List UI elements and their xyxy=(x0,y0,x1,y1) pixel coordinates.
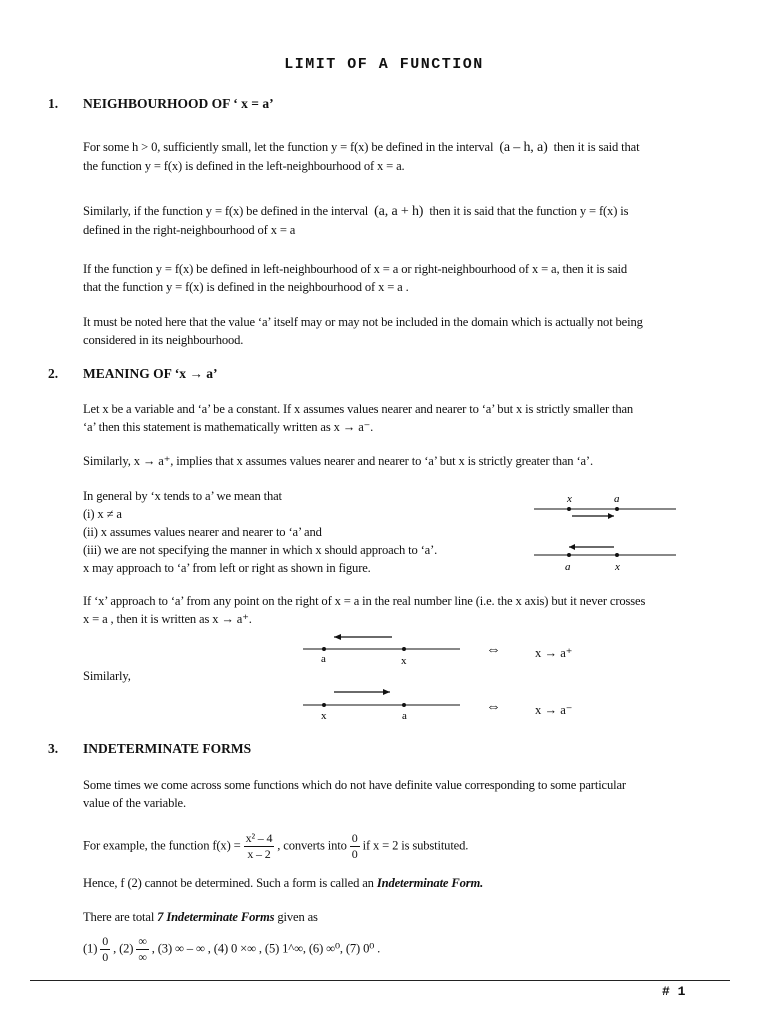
fig1-arrowhead xyxy=(608,513,614,519)
s1-p2-text-a: Similarly, if the function y = f(x) be defined in the interval xyxy=(83,204,369,218)
section-3-number: 3. xyxy=(48,741,59,756)
s1-paragraph-3 xyxy=(83,260,723,296)
s1-p4-line-1: It must be noted here that the value ‘a’ itself may or may not be included in the domain which is actually not being xyxy=(83,315,643,329)
s3-zero-numerator: 0 xyxy=(351,831,358,845)
section-1-number: 1. xyxy=(48,96,59,111)
s3-hence-text: Hence, f (2) cannot be determined. Such a form is called an xyxy=(83,876,374,890)
s2-similarly: Similarly, xyxy=(83,669,131,683)
s3-zero-fraction xyxy=(350,831,360,862)
section-2-number: 2. xyxy=(48,366,59,381)
s3-form-1-denominator: 0 xyxy=(102,950,109,964)
number-line-figure-3 xyxy=(300,628,465,668)
s3-example-text-a: For example, the function f(x) = xyxy=(83,838,241,853)
s2-general-list xyxy=(83,487,513,577)
result-x-to-a-plus: x → a⁺ xyxy=(535,646,573,660)
s3-paragraph-1 xyxy=(83,776,723,812)
footer-divider xyxy=(30,980,730,981)
s1-p1-text-c: the function y = f(x) is defined in the left-neighbourhood of x = a. xyxy=(83,159,405,173)
s1-p3-line-2: that the function y = f(x) is defined in the neighbourhood of x = a . xyxy=(83,280,409,294)
result-x-to-a-minus: x → a⁻ xyxy=(535,703,573,717)
number-line-figure-left xyxy=(530,490,680,520)
s3-example-text-b: , converts into xyxy=(277,838,347,853)
fig4-arrowhead xyxy=(383,689,390,695)
s1-p1-interval: (a – h, a) xyxy=(499,140,548,155)
fig1-x-point xyxy=(567,507,571,511)
s3-form-1-numerator: 0 xyxy=(102,934,109,948)
s1-paragraph-2 xyxy=(83,202,723,239)
fig1-a-label: a xyxy=(614,493,620,505)
fig2-a-label: a xyxy=(565,561,571,573)
page-number: # 1 xyxy=(662,984,686,999)
s3-example-numerator: x² – 4 xyxy=(245,831,273,845)
s3-total-emphasis: 7 Indeterminate Forms xyxy=(157,910,275,924)
fig4-x-label: x xyxy=(321,710,327,722)
s3-total-text: There are total xyxy=(83,910,155,924)
s2-paragraph-1 xyxy=(83,400,723,436)
s3-forms-list xyxy=(83,934,723,965)
fig3-arrowhead xyxy=(334,634,341,640)
number-line-figure-4 xyxy=(300,683,465,723)
s3-form-2-fraction xyxy=(136,934,148,965)
s3-total xyxy=(83,908,723,926)
fig2-x-point xyxy=(615,553,619,557)
s1-p2-interval: (a, a + h) xyxy=(374,204,424,219)
s2-p3-line-2: x = a , then it is written as x → a⁺. xyxy=(83,612,252,626)
number-line-figure-right xyxy=(530,540,680,574)
fig2-a-point xyxy=(567,553,571,557)
s2-p1-line-2: ‘a’ then this statement is mathematically written as x → a⁻. xyxy=(83,420,374,434)
section-3-heading: INDETERMINATE FORMS xyxy=(83,741,252,756)
page-title: LIMIT OF A FUNCTION xyxy=(284,56,484,73)
fig4-a-point xyxy=(402,703,406,707)
fig4-x-point xyxy=(322,703,326,707)
s1-p4-line-2: considered in its neighbourhood. xyxy=(83,333,244,347)
s3-example-fraction xyxy=(244,831,275,862)
s3-form-1-label: (1) xyxy=(83,941,98,956)
s3-forms-rest: , (3) ∞ – ∞ , (4) 0 ×∞ , (5) 1^∞, (6) ∞⁰, (7) 0⁰ . xyxy=(151,941,381,956)
s1-p1-text-a: For some h > 0, sufficiently small, let the function y = f(x) be defined in the interval xyxy=(83,140,494,154)
fig4-a-label: a xyxy=(402,710,407,722)
s3-total-tail: given as xyxy=(274,910,318,924)
s3-zero-denominator: 0 xyxy=(351,847,358,861)
s2-list-item-i: (i) x ≠ a xyxy=(83,507,122,521)
s3-form-2-numerator: ∞ xyxy=(138,934,147,948)
s2-list-item-ii: (ii) x assumes values nearer and nearer to ‘a’ and xyxy=(83,525,322,539)
s2-paragraph-2: Similarly, x → a⁺, implies that x assumes values nearer and nearer to ‘a’ but x is strictly greater than ‘a’. xyxy=(83,454,593,468)
s3-example-denominator: x – 2 xyxy=(247,847,271,861)
fig3-a-label: a xyxy=(321,653,326,665)
fig2-x-label: x xyxy=(615,561,620,573)
s3-example-text-c: if x = 2 is substituted. xyxy=(362,838,469,853)
s2-p3-line-1: If ‘x’ approach to ‘a’ from any point on the right of x = a in the real number line (i.e. the x axis) but it never crosses xyxy=(83,594,646,608)
fig1-a-point xyxy=(615,507,619,511)
s3-form-2-label: , (2) xyxy=(113,941,134,956)
s1-p3-line-1: If the function y = f(x) be defined in left-neighbourhood of x = a or right-neighbourhood of x = a, then it is said xyxy=(83,262,628,276)
s1-p1-text-b: then it is said that xyxy=(553,140,640,154)
iff-symbol-1: ⇔ xyxy=(486,642,501,658)
s3-hence-emphasis: Indeterminate Form. xyxy=(376,876,484,890)
s2-list-item-iii: (iii) we are not specifying the manner in which x should approach to ‘a’. xyxy=(83,543,438,557)
s2-paragraph-3 xyxy=(83,592,723,628)
s1-paragraph-4 xyxy=(83,313,723,349)
fig3-a-point xyxy=(322,647,326,651)
fig1-x-label: x xyxy=(567,493,572,505)
s3-p1-line-2: value of the variable. xyxy=(83,796,186,810)
s3-example xyxy=(83,831,723,862)
s1-p2-text-b: then it is said that the function y = f(x) is xyxy=(429,204,629,218)
fig3-x-label: x xyxy=(401,655,407,667)
s3-p1-line-1: Some times we come across some functions which do not have definite value corresponding to some particular xyxy=(83,778,626,792)
s2-list-note: x may approach to ‘a’ from left or right as shown in figure. xyxy=(83,561,371,575)
s1-p2-text-c: defined in the right-neighbourhood of x = a xyxy=(83,223,296,237)
fig3-x-point xyxy=(402,647,406,651)
fig2-arrowhead xyxy=(569,544,575,550)
section-1-heading: NEIGHBOURHOOD OF ‘ x = a’ xyxy=(83,96,274,111)
s1-paragraph-1 xyxy=(83,138,723,175)
s3-form-2-denominator: ∞ xyxy=(138,950,147,964)
iff-symbol-2: ⇔ xyxy=(486,699,501,715)
s2-p1-line-1: Let x be a variable and ‘a’ be a constant. If x assumes values nearer and nearer to ‘a’ but x is strictly smaller than xyxy=(83,402,634,416)
s3-hence xyxy=(83,874,723,892)
section-2-heading: MEANING OF ‘x → a’ xyxy=(83,366,218,381)
s2-list-intro: In general by ‘x tends to a’ we mean that xyxy=(83,489,282,503)
s3-form-1-fraction xyxy=(100,934,110,965)
